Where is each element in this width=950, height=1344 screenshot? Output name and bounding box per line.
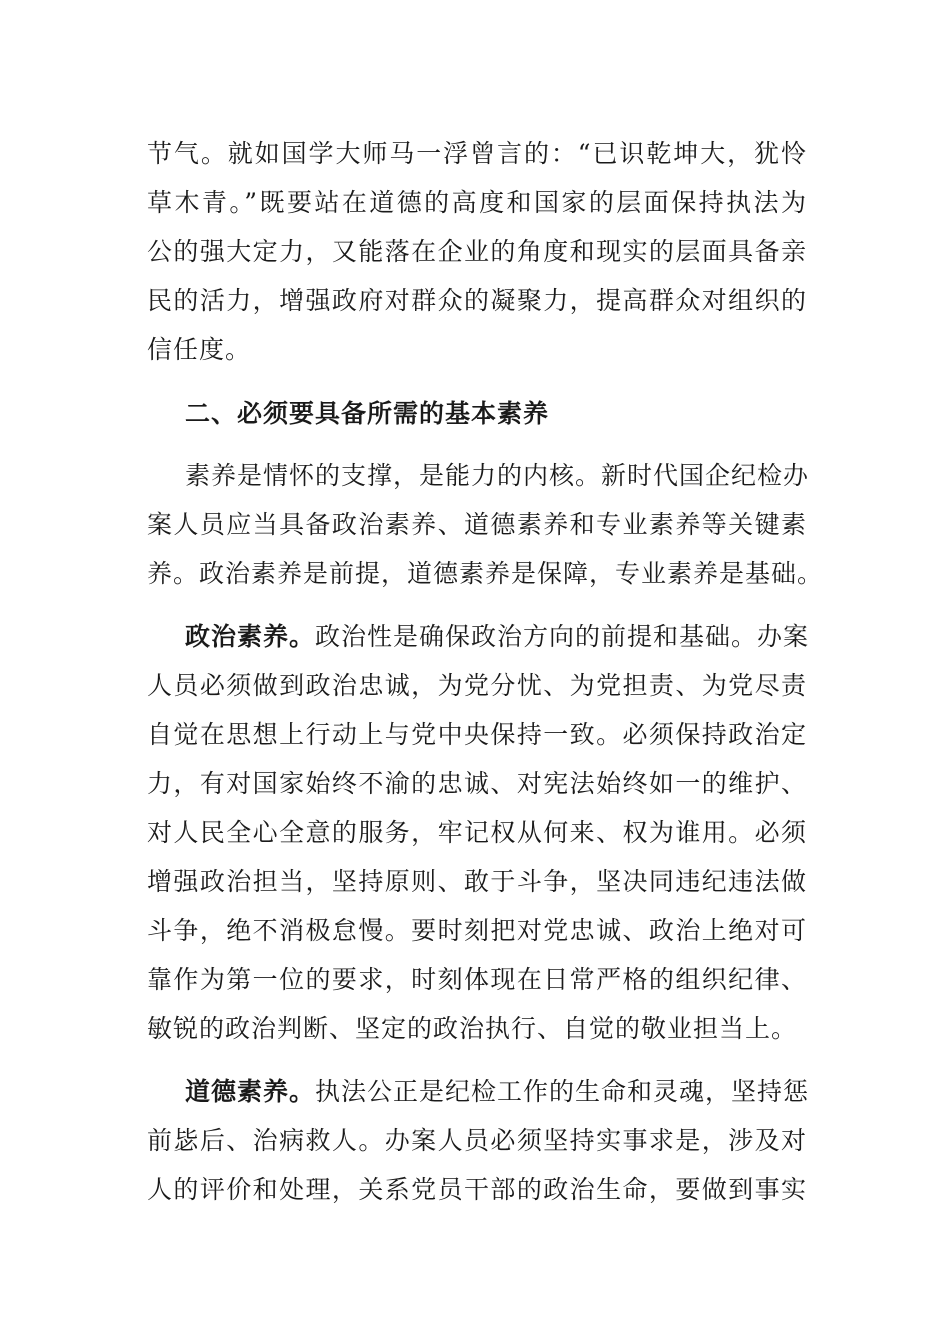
paragraph-line: 斗争，绝不消极怠慢。要时刻把对党忠诚、政治上绝对可 bbox=[147, 916, 807, 945]
paragraph-line: 养。政治素养是前提，道德素养是保障，专业素养是基础。 bbox=[147, 559, 824, 588]
paragraph-line: 对人民全心全意的服务，牢记权从何来、权为谁用。必须 bbox=[147, 818, 807, 847]
paragraph-first-line bbox=[185, 621, 810, 653]
paragraph-line: 人员必须做到政治忠诚，为党分忧、为党担责、为党尽责 bbox=[147, 671, 807, 700]
paragraph-first-line bbox=[185, 1076, 810, 1108]
paragraph-line: 公的强大定力，又能落在企业的角度和现实的层面具备亲 bbox=[147, 237, 807, 266]
paragraph-line-text: 政治性是确保政治方向的前提和基础。办案 bbox=[315, 622, 810, 651]
paragraph-line: 增强政治担当，坚持原则、敢于斗争，坚决同违纪违法做 bbox=[147, 867, 807, 896]
paragraph-line: 信任度。 bbox=[147, 335, 252, 364]
paragraph-line: 节气。就如国学大师马一浮曾言的：“已识乾坤大，犹怜 bbox=[147, 139, 807, 168]
paragraph-line: 人的评价和处理，关系党员干部的政治生命，要做到事实 bbox=[147, 1175, 807, 1204]
paragraph-line: 靠作为第一位的要求，时刻体现在日常严格的组织纪律、 bbox=[147, 965, 807, 994]
paragraph-line: 草木青。”既要站在道德的高度和国家的层面保持执法为 bbox=[147, 188, 807, 217]
paragraph-line: 素养是情怀的支撑，是能力的内核。新时代国企纪检办 bbox=[185, 461, 810, 490]
paragraph-line: 自觉在思想上行动上与党中央保持一致。必须保持政治定 bbox=[147, 720, 807, 749]
paragraph-line: 力，有对国家始终不渝的忠诚、对宪法始终如一的维护、 bbox=[147, 769, 807, 798]
section-heading: 二、必须要具备所需的基本素养 bbox=[185, 399, 550, 428]
paragraph-lead-term: 道德素养。 bbox=[185, 1077, 316, 1106]
paragraph-line: 敏锐的政治判断、坚定的政治执行、自觉的敬业担当上。 bbox=[147, 1014, 798, 1043]
paragraph-line: 民的活力，增强政府对群众的凝聚力，提高群众对组织的 bbox=[147, 286, 807, 315]
paragraph-line: 案人员应当具备政治素养、道德素养和专业素养等关键素 bbox=[147, 510, 807, 539]
paragraph-line-text: 执法公正是纪检工作的生命和灵魂，坚持惩 bbox=[315, 1077, 810, 1106]
paragraph-lead-term: 政治素养。 bbox=[185, 622, 316, 651]
paragraph-line: 前毖后、治病救人。办案人员必须坚持实事求是，涉及对 bbox=[147, 1126, 807, 1155]
